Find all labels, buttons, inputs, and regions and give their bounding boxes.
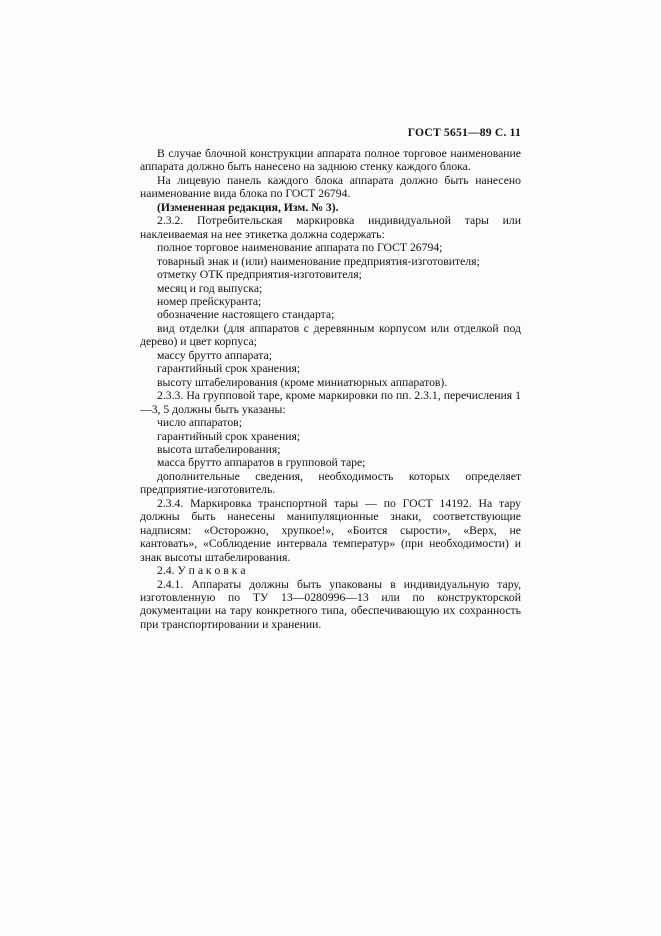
paragraph: число аппаратов; xyxy=(157,416,242,430)
paragraph: высота штабелирования; xyxy=(157,442,281,456)
paragraph: высоту штабелирования (кроме миниатюрных аппаратов). xyxy=(157,375,448,389)
paragraph: вид отделки (для аппаратов с деревянным корпусом или отделкой под дерево) и цвет корпуса; xyxy=(140,321,521,349)
paragraph: гарантийный срок хранения; xyxy=(157,362,301,376)
paragraph: На лицевую панель каждого блока аппарата должно быть нанесено наименование вида блока по ГОСТ 26794. xyxy=(140,173,521,201)
paragraph: обозначение настоящего стандарта; xyxy=(157,308,335,322)
paragraph: номер прейскуранта; xyxy=(157,294,262,308)
paragraph: месяц и год выпуска; xyxy=(157,281,263,295)
paragraph: массу брутто аппарата; xyxy=(157,348,272,362)
paragraph: (Измененная редакция, Изм. № 3). xyxy=(157,200,339,214)
paragraph: 2.3.3. На групповой таре, кроме маркировки по пп. 2.3.1, перечисления 1—3, 5 должны быть указаны: xyxy=(140,389,521,416)
paragraph: В случае блочной конструкции аппарата полное торговое наименование аппарата должно быть нанесено на заднюю стенку каждого блока. xyxy=(140,147,521,174)
paragraph: дополнительные сведения, необходимость которых определяет предприятие-изготовитель. xyxy=(140,469,521,497)
paragraph: 2.3.4. Маркировка транспортной тары — по ГОСТ 14192. На тару должны быть нанесены манипуляционные знаки, соответствующие надписям: «Осторожно, хрупкое!», «Боится сырости», «Верх, не кантовать», «Соблюдение интервала температур» (при необходимости) и знак высоты штабелирования. xyxy=(140,496,521,564)
paragraph: масса брутто аппаратов в групповой таре; xyxy=(157,456,366,470)
paragraph: 2.3.2. Потребительская маркировка индивидуальной тары или наклеиваемая на нее этикетка должна содержать: xyxy=(140,214,521,241)
body-text xyxy=(140,147,521,631)
paragraph: гарантийный срок хранения; xyxy=(157,429,301,443)
paragraph: 2.4.1. Аппараты должны быть упакованы в индивидуальную тару, изготовленную по ТУ 13—0280996—13 или по конструкторской документации на тару конкретного типа, обеспечивающую их сохранность при транспортировании и хранении. xyxy=(140,577,521,631)
page-header: ГОСТ 5651—89 С. 11 xyxy=(407,126,521,139)
paragraph: полное торговое наименование аппарата по ГОСТ 26794; xyxy=(157,241,443,255)
paragraph: 2.4. У п а к о в к а xyxy=(157,564,246,578)
paragraph: отметку ОТК предприятия-изготовителя; xyxy=(157,268,362,282)
paragraph: товарный знак и (или) наименование предприятия-изготовителя; xyxy=(157,254,480,268)
